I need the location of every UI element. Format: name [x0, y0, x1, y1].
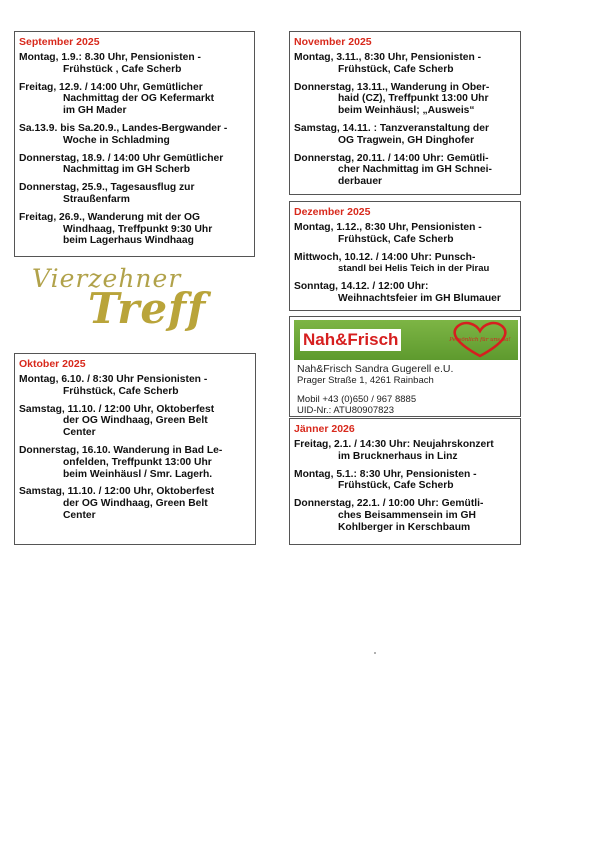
list-item: Mittwoch, 10.12. / 14:00 Uhr: Punsch- standl bei Helis Teich in der Pirau: [294, 251, 490, 275]
list-item: Sa.13.9. bis Sa.20.9., Landes-Bergwander - Woche in Schladming: [19, 122, 228, 146]
list-item: Freitag, 12.9. / 14:00 Uhr, Gemütlicher Nachmittag der OG Kefermarkt im GH Mader: [19, 81, 215, 117]
list-item: Donnerstag, 16.10. Wanderung in Bad Le- onfelden, Treffpunkt 13:00 Uhr beim Weinhäusl / Smr. Lagerh.: [19, 444, 223, 480]
month-title-oktober: Oktober 2025: [19, 358, 86, 370]
logo-line-vierzehner: Vierzehner: [32, 264, 182, 293]
november-box: [289, 31, 521, 195]
list-item: Freitag, 2.1. / 14:30 Uhr: Neujahrskonzert im Brucknerhaus in Linz: [294, 439, 494, 462]
month-title-september: September 2025: [19, 36, 100, 48]
tagline-text: Persönlich für uns da!: [449, 337, 511, 343]
shop-name: Nah&Frisch Sandra Gugerell e.U.: [297, 363, 454, 375]
month-title-november: November 2025: [294, 36, 372, 48]
list-item: Donnerstag, 20.11. / 14:00 Uhr: Gemütli- cher Nachmittag im GH Schnei- derbauer: [294, 152, 492, 188]
shop-mobile: Mobil +43 (0)650 / 967 8885: [297, 394, 417, 405]
list-item: Montag, 5.1.: 8:30 Uhr, Pensionisten - Frühstück, Cafe Scherb: [294, 468, 477, 492]
logo-line-treff: Treff: [88, 284, 207, 333]
ad-banner: [294, 320, 518, 360]
list-item: Samstag, 11.10. / 12:00 Uhr, Oktoberfest der OG Windhaag, Green Belt Center: [19, 403, 215, 439]
dezember-box: [289, 201, 521, 311]
list-item: Samstag, 11.10. / 12:00 Uhr, Oktoberfest der OG Windhaag, Green Belt Center: [19, 486, 215, 521]
list-item: Donnerstag, 22.1. / 10:00 Uhr: Gemütli- ches Beisammensein im GH Kohlberger in Kerschbaum: [294, 498, 484, 533]
list-item: Montag, 3.11., 8:30 Uhr, Pensionisten - Frühstück, Cafe Scherb: [294, 52, 482, 75]
ad-contact: [297, 364, 517, 416]
list-item: Donnerstag, 25.9., Tagesausflug zur Straußenfarm: [19, 182, 195, 205]
scan-speck: [374, 652, 376, 654]
list-item: Sonntag, 14.12. / 12:00 Uhr: Weihnachtsfeier im GH Blumauer: [294, 281, 501, 304]
vierzehner-treff-logo: [24, 262, 254, 342]
jaenner-box: [289, 418, 521, 545]
list-item: Donnerstag, 13.11., Wanderung in Ober- haid (CZ), Treffpunkt 13:00 Uhr beim Weinhäusl; „Ausweis“: [294, 81, 490, 117]
list-item: Montag, 6.10. / 8:30 Uhr Pensionisten - Frühstück, Cafe Scherb: [19, 374, 208, 397]
heart-icon: [446, 321, 514, 359]
list-item: Montag, 1.9.: 8.30 Uhr, Pensionisten - Frühstück , Cafe Scherb: [19, 52, 201, 75]
month-title-dezember: Dezember 2025: [294, 206, 371, 218]
brand-logo-text: Nah&Frisch: [300, 329, 401, 351]
list-item: Montag, 1.12., 8:30 Uhr, Pensionisten - Frühstück, Cafe Scherb: [294, 222, 482, 245]
list-item: Donnerstag, 18.9. / 14:00 Uhr Gemütlicher Nachmittag im GH Scherb: [19, 152, 224, 176]
list-item: Freitag, 26.9., Wanderung mit der OG Windhaag, Treffpunkt 9:30 Uhr beim Lagerhaus Windhaag: [19, 211, 213, 247]
month-title-jaenner: Jänner 2026: [294, 423, 355, 435]
shop-address: Prager Straße 1, 4261 Rainbach: [297, 375, 434, 386]
september-box: [14, 31, 255, 257]
list-item: Samstag, 14.11. : Tanzveranstaltung der OG Tragwein, GH Dinghofer: [294, 122, 489, 146]
oktober-box: [14, 353, 256, 545]
shop-uid: UID-Nr.: ATU80907823: [297, 405, 394, 416]
nah-frisch-ad: [289, 316, 521, 417]
